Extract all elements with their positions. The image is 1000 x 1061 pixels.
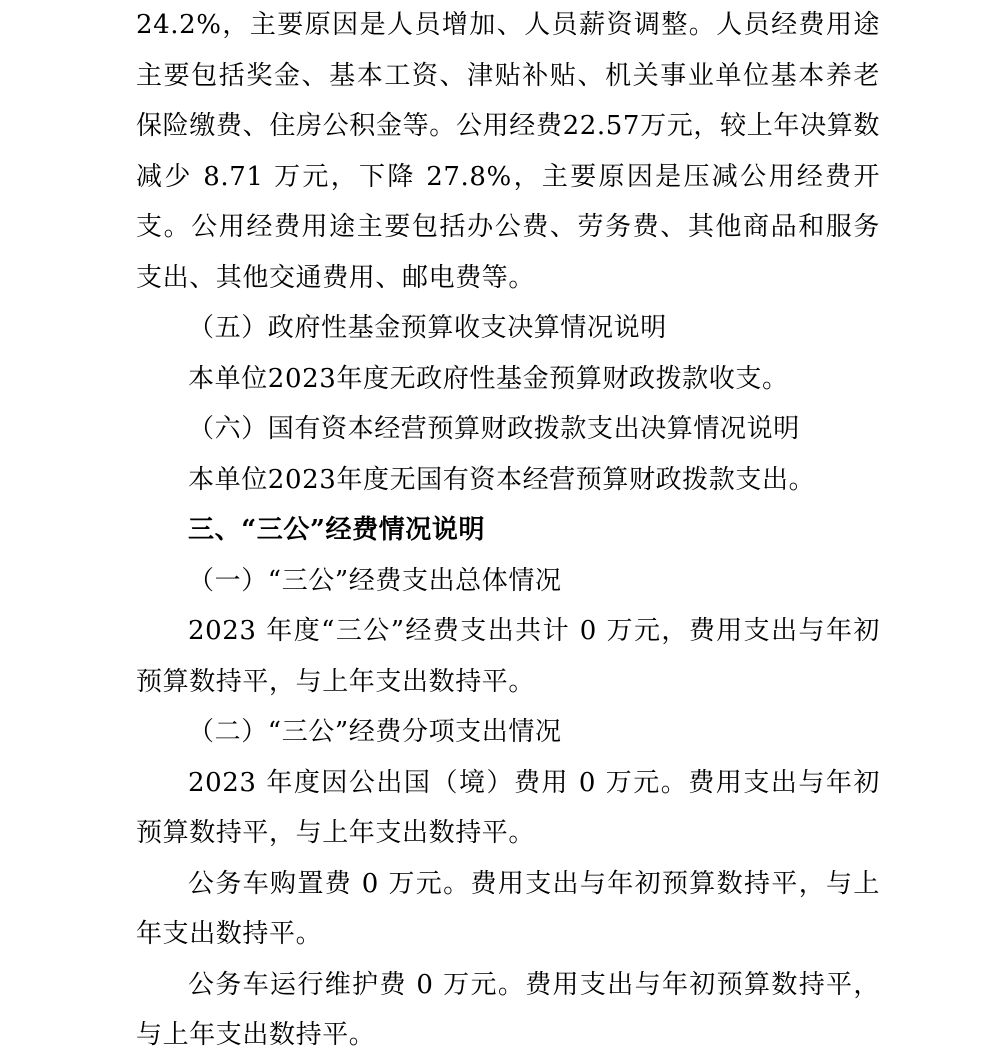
paragraph-vehicle-maintenance: 公务车运行维护费 0 万元。费用支出与年初预算数持平，与上年支出数持平。 bbox=[136, 969, 880, 1050]
paragraph-personnel-and-public-expenses: 24.2%，主要原因是人员增加、人员薪资调整。人员经费用途主要包括奖金、基本工资、津贴补贴、机关事业单位基本养老保险缴费、住房公积金等。公用经费22.57万元，较上年决算数减少 8.71 万元，下降 27.8%，主要原因是压减公用经费开支。公用经费用途主要包括办公费、劳务费、其他商品和服务支出、其他交通费用、邮电费等。 bbox=[136, 10, 880, 293]
paragraph-no-government-fund: 本单位2023年度无政府性基金预算财政拨款收支。 bbox=[188, 363, 789, 394]
section-heading-three-public-expenses: 三、“三公”经费情况说明 bbox=[188, 515, 486, 545]
paragraph-vehicle-purchase: 公务车购置费 0 万元。费用支出与年初预算数持平，与上年支出数持平。 bbox=[136, 868, 880, 949]
heading-government-fund-budget: （五）政府性基金预算收支决算情况说明 bbox=[188, 313, 667, 343]
document-page bbox=[136, 0, 880, 1061]
paragraph-three-public-total: 2023 年度“三公”经费支出共计 0 万元，费用支出与年初预算数持平，与上年支出数持平。 bbox=[136, 616, 880, 697]
heading-three-public-overall: （一）“三公”经费支出总体情况 bbox=[188, 565, 562, 596]
heading-state-capital-budget: （六）国有资本经营预算财政拨款支出决算情况说明 bbox=[188, 414, 800, 444]
paragraph-no-state-capital: 本单位2023年度无国有资本经营预算财政拨款支出。 bbox=[188, 464, 816, 495]
heading-three-public-itemized: （二）“三公”经费分项支出情况 bbox=[188, 717, 562, 747]
paragraph-overseas-travel: 2023 年度因公出国（境）费用 0 万元。费用支出与年初预算数持平，与上年支出数持平。 bbox=[136, 767, 880, 848]
